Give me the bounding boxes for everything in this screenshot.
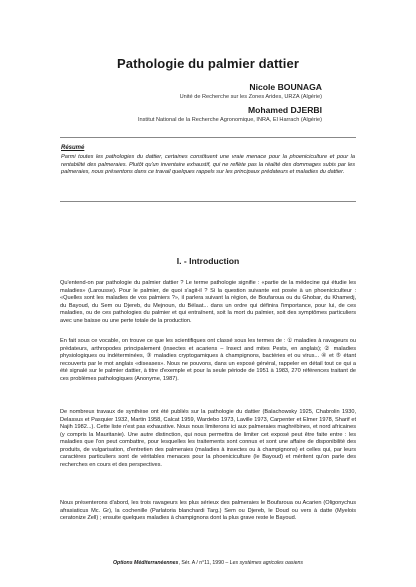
author-affiliation: Institut National de la Recherche Agronomique, INRA, El Harrach (Algérie) (137, 117, 322, 123)
footer-series: Les systèmes agricoles oasiens (229, 560, 303, 566)
abstract-heading: Résumé (61, 145, 85, 151)
section-heading: I. - Introduction (176, 256, 240, 266)
footer-issue: , Sér. A / n°11, 1990 – (178, 560, 230, 566)
divider (60, 137, 356, 138)
author-name: Nicole BOUNAGA (249, 82, 322, 92)
body-paragraph: De nombreux travaux de synthèse ont été publiés sur la pathologie du dattier (Balachowsky 1925, Chabrolin 1930, Delassus et Pasquier 1932, Martin 1958, Calcat 1959, Wardebo 1973, Laville 1973, Carpenter et Elmer 1978, Sharif et Najih 1982...). Cette liste n'est pas exhaustive. Nous nous limiterons ici aux palmeraies maghrébines, et nord africaines (y compris la Mauritanie). Une autre distinction, qui nous permettra de limiter cet exposé peut être faite entre : les maladies que l'on peut combattre, pour lesquelles les traitements sont connus et sont une affaire de disponibilité des produits, de vulgarisation, d'entretien des palmeraies (maladies à insectes ou à champignons) et celles qui, par leurs caractères particuliers sont de véritables menaces pour la phoeniciculture (le Bayoud) et méritent qu'on parle des recherches en cours et des perspectives. (60, 409, 356, 468)
body-paragraph: Qu'entend-on par pathologie du palmier dattier ? Le terme pathologie signifie : «partie de la médecine qui étudie les maladies» (Larousse). Pour le palmier, de quoi s'agit-il ? Si la question suivante est posée à un phoeniciculteur : «Quelles sont les maladies de vos palmiers ?», il parlera suivant la région, de Boufaroua ou du Ghobar, du Khamedj, du Bayoud, du Sem ou Djereb, du Mejnoun, du Bélaat... dans un ordre qui définira l'importance, pour lui, de ces maladies, ou de ces pathologies du palmier et qui entraînent, soit la mort du palmier, soit des symptômes particuliers avec une baisse ou une perte totale de la production. (60, 280, 356, 324)
divider (60, 201, 356, 202)
body-paragraph: Nous présenterons d'abord, les trois ravageurs les plus sérieux des palmeraies le Boufaroua ou Acarien (Oligonychus afrasiaticus Mc. Gr), la cochenille (Parlatoria blanchardi Targ.) Sem ou Djereb, le Doud ou vers à datte (Myelois ceratonize Zell) ; ensuite quelques maladies à champignons dont la plus grave reste le Bayoud. (60, 500, 356, 522)
abstract-text: Parmi toutes les pathologies du dattier, certaines constituent une vraie menace pour la phoeniciculture et pour la rentabilité des palmeraies. Plutôt qu'un inventaire exhaustif, qui ne reflète pas la réalité des dommages subis par les palmeraies, nous présentons dans ce travail quelques rappels sur les principaux prédateurs et maladies du dattier. (61, 154, 355, 176)
footer-publication: Options Méditerranéennes (113, 560, 179, 566)
paper-title: Pathologie du palmier dattier (116, 56, 300, 71)
author-name: Mohamed DJERBI (247, 105, 322, 115)
page-footer (0, 560, 416, 566)
body-paragraph: En fait sous ce vocable, on trouve ce que les scientifiques ont classé sous les termes de : ① maladies à ravageurs ou prédateurs, arthropodes principalement (insectes et acariens – Insect and mites Pests, en anglais); ② maladies physiologiques ou indéterminées, ③ maladies cryptogamiques à champignons, bactéries et ou virus... ④ et ⑤ étant recouverts par le mot anglais «diseases». Nous ne pouvons, dans un exposé général, rappeler en détail tout ce qui a été signalé sur le palmier dattier, à titre d'exemple et pour la seule période de 1951 à 1983, 270 références traitant de ces problèmes pathologiques (Anonyme, 1987). (60, 338, 356, 382)
author-affiliation: Unité de Recherche sur les Zones Arides, URZA (Algérie) (179, 94, 322, 100)
